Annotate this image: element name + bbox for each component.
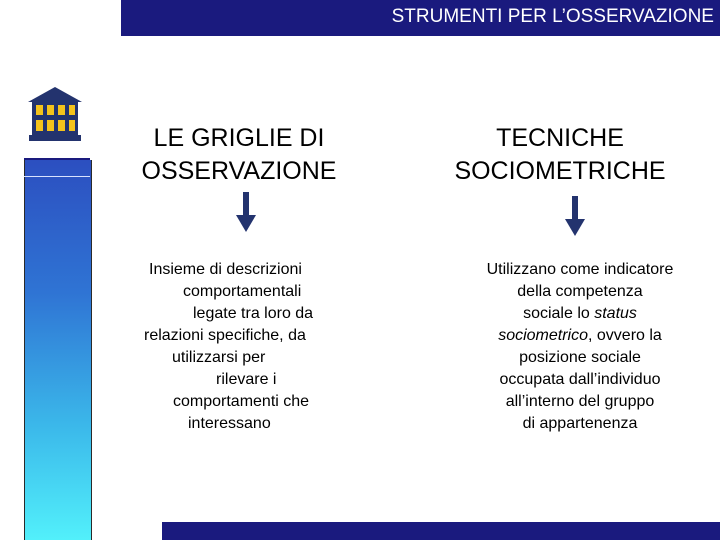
building-icon [27,86,83,142]
description-sociometriche: Utilizzano come indicatore della competenza sociale lo status sociometrico, ovvero la posizione sociale occupata dall’individuo all’interno del gruppo di appartenenza [486,261,674,432]
arrow-down-icon [565,196,585,236]
bottom-bar [162,522,720,540]
description-griglie: Insieme di descrizioni comportamentali legate tra loro da relazioni specifiche, da utilizzarsi per rilevare i comportamenti che interessano [144,261,314,432]
title-bar [121,0,720,36]
arrow-down-icon [236,192,256,232]
slide-title: STRUMENTI PER L’OSSERVAZIONE [391,6,714,27]
heading-griglie: LE GRIGLIE DI OSSERVAZIONE [141,124,337,185]
side-bar-divider [24,176,90,177]
heading-sociometriche: TECNICHE SOCIOMETRICHE [454,124,666,185]
side-gradient-bar [24,160,92,540]
